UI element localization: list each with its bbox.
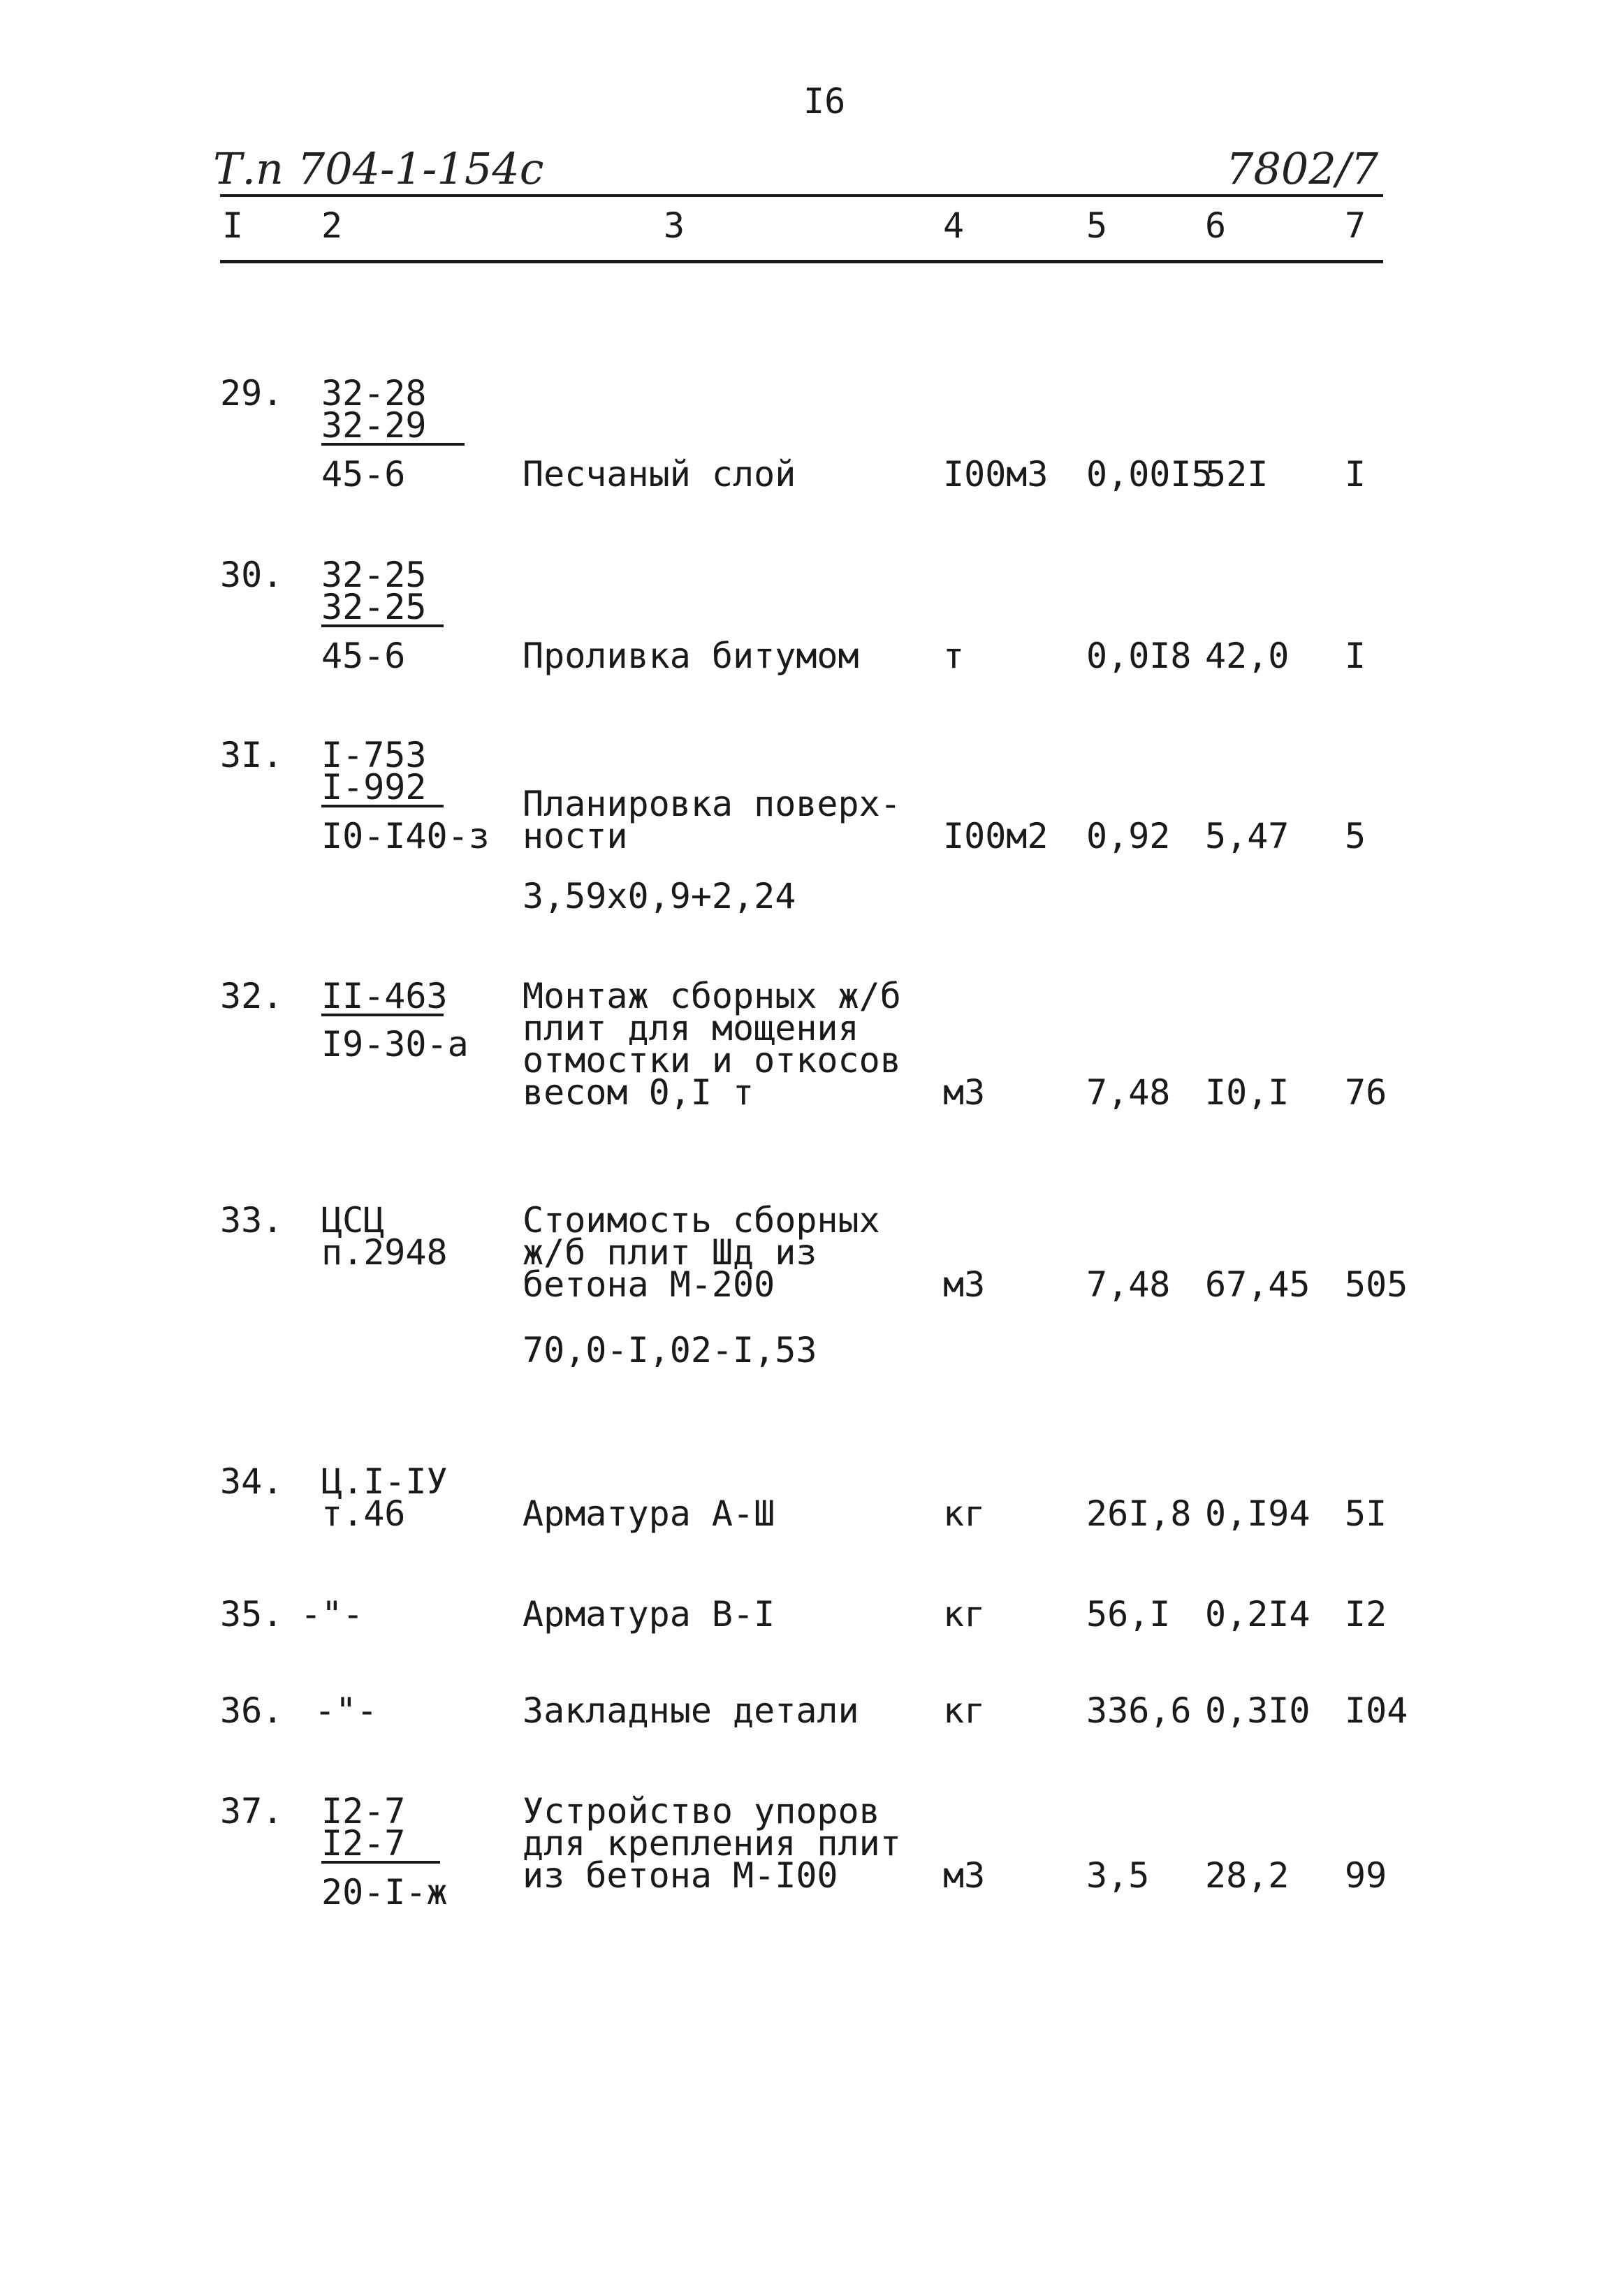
- row-code: Ц.I-IУ: [321, 1461, 448, 1502]
- page-number: I6: [803, 81, 846, 122]
- row-total: I: [1345, 636, 1366, 676]
- row-qty: 0,00I5: [1086, 454, 1213, 495]
- row-formula: 3,59х0,9+2,24: [523, 876, 796, 916]
- row-unit: I00м2: [943, 816, 1049, 856]
- row-price: 0,2I4: [1205, 1594, 1310, 1635]
- row-qty: 336,6: [1086, 1690, 1192, 1731]
- row-total: 5: [1345, 816, 1366, 856]
- row-name: Монтаж сборных ж/б плит для мощения отмостки и откосов весом 0,I т: [523, 976, 901, 1113]
- row-total: 99: [1345, 1855, 1387, 1896]
- row-name: Устройство упоров для крепления плит из бетона М-I00: [523, 1791, 901, 1896]
- column-header: 3: [664, 205, 685, 246]
- row-price: 5,47: [1205, 816, 1290, 856]
- row-qty: 0,0I8: [1086, 636, 1192, 676]
- row-number: 3I.: [220, 735, 284, 775]
- column-header: 7: [1345, 205, 1366, 246]
- row-code: 32-25: [321, 591, 444, 627]
- row-number: 36.: [220, 1690, 284, 1731]
- doc-number: 7802/7: [1226, 143, 1379, 194]
- header-top-rule: [220, 194, 1383, 197]
- row-unit: I00м3: [943, 454, 1049, 495]
- row-code: II-463: [321, 976, 448, 1016]
- row-total: I04: [1345, 1690, 1408, 1731]
- row-code: I0-I40-з: [321, 816, 490, 856]
- row-code: 45-6: [321, 636, 406, 676]
- row-qty: 26I,8: [1086, 1493, 1192, 1534]
- row-unit: м3: [943, 1264, 986, 1305]
- row-unit: м3: [943, 1072, 986, 1113]
- row-code: 32-28: [321, 373, 427, 414]
- row-code: 32-25: [321, 555, 427, 595]
- row-name: Арматура В-I: [523, 1594, 775, 1635]
- row-qty: 0,92: [1086, 816, 1171, 856]
- row-unit: м3: [943, 1855, 986, 1896]
- row-price: 0,3I0: [1205, 1690, 1310, 1731]
- row-qty: 7,48: [1086, 1072, 1171, 1113]
- row-code: -"-: [300, 1594, 364, 1635]
- row-number: 35.: [220, 1594, 284, 1635]
- row-code: -"-: [314, 1690, 378, 1731]
- row-name: Проливка битумом: [523, 636, 859, 676]
- row-formula: 70,0-I,02-I,53: [523, 1330, 817, 1370]
- row-code: 32-29: [321, 409, 465, 446]
- row-name: Планировка поверх- ности: [523, 784, 901, 856]
- row-qty: 7,48: [1086, 1264, 1171, 1305]
- row-number: 33.: [220, 1200, 284, 1241]
- row-code: 45-6: [321, 454, 406, 495]
- column-header: 4: [943, 205, 965, 246]
- row-number: 32.: [220, 976, 284, 1016]
- row-number: 37.: [220, 1791, 284, 1831]
- row-price: 52I: [1205, 454, 1269, 495]
- row-number: 34.: [220, 1461, 284, 1502]
- row-number: 30.: [220, 555, 284, 595]
- row-qty: 3,5: [1086, 1855, 1150, 1896]
- row-code: I-753: [321, 735, 427, 775]
- row-qty: 56,I: [1086, 1594, 1171, 1635]
- row-unit: т: [943, 636, 965, 676]
- column-header: 2: [321, 205, 343, 246]
- row-total: 5I: [1345, 1493, 1387, 1534]
- row-unit: кг: [943, 1690, 986, 1731]
- row-price: 67,45: [1205, 1264, 1310, 1305]
- row-name: Стоимость сборных ж/б плит Шд из бетона М-200: [523, 1200, 880, 1305]
- row-price: 0,I94: [1205, 1493, 1310, 1534]
- header-bottom-rule: [220, 260, 1383, 263]
- row-code: 20-I-ж: [321, 1872, 448, 1913]
- doc-code: Т.п 704-1-154с: [213, 143, 544, 194]
- row-code: I9-30-а: [321, 1024, 469, 1065]
- column-header: I: [222, 205, 244, 246]
- column-header: 5: [1086, 205, 1108, 246]
- row-price: 28,2: [1205, 1855, 1290, 1896]
- row-price: 42,0: [1205, 636, 1290, 676]
- row-name: Арматура А-Ш: [523, 1493, 775, 1534]
- row-unit: кг: [943, 1493, 986, 1534]
- row-total: 76: [1345, 1072, 1387, 1113]
- row-total: I: [1345, 454, 1366, 495]
- row-total: I2: [1345, 1594, 1387, 1635]
- row-name: Закладные детали: [523, 1690, 859, 1731]
- row-unit: кг: [943, 1594, 986, 1635]
- row-code: т.46: [321, 1493, 406, 1534]
- row-total: 505: [1345, 1264, 1408, 1305]
- row-price: I0,I: [1205, 1072, 1290, 1113]
- row-code: п.2948: [321, 1232, 448, 1273]
- row-number: 29.: [220, 373, 284, 414]
- row-code: I2-7: [321, 1791, 406, 1831]
- row-name: Песчаный слой: [523, 454, 796, 495]
- row-code: I2-7: [321, 1827, 440, 1864]
- column-header: 6: [1205, 205, 1227, 246]
- row-code: I-992: [321, 771, 444, 807]
- row-code: ЦСЦ: [321, 1200, 385, 1241]
